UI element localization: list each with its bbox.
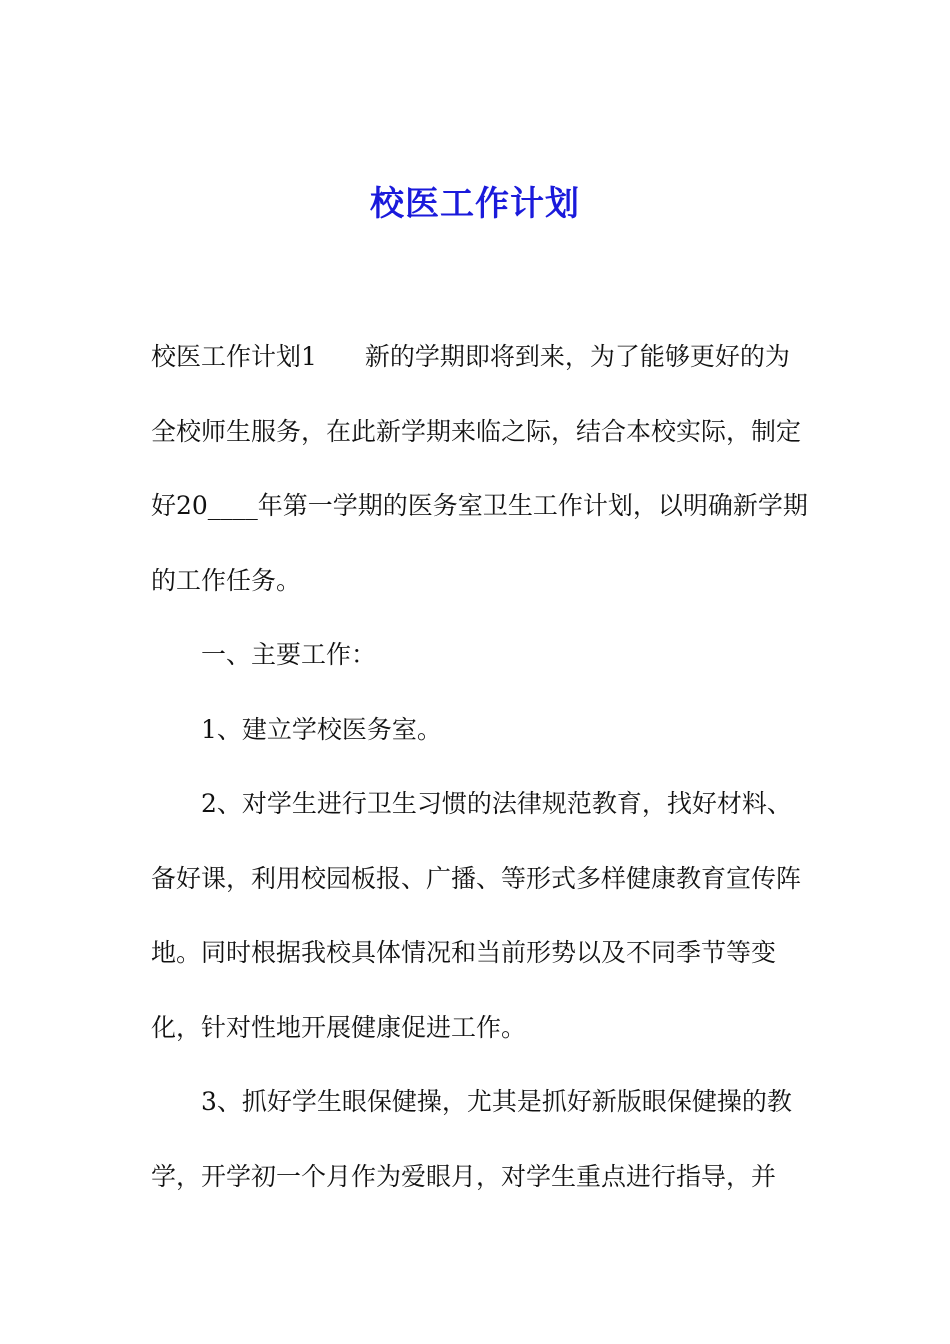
list-item-2: 2、对学生进行卫生习惯的法律规范教育，找好材料、备好课，利用校园板报、广播、等形式多样健康教育宣传阵地。同时根据我校具体情况和当前形势以及不同季节等变化，针对性地开展健康促进工作。 xyxy=(151,789,802,1042)
list-item-1: 1、建立学校医务室。 xyxy=(201,714,442,744)
document-body xyxy=(151,320,811,1214)
section-heading-main-work: 一、主要工作： xyxy=(201,640,377,669)
intro-paragraph xyxy=(151,320,811,618)
intro-text: 新的学期即将到来，为了能够更好的为全校师生服务，在此新学期来临之际，结合本校实际，制定好20____年第一学期的医务室卫生工作计划，以明确新学期的工作任务。 xyxy=(151,342,808,595)
document-title: 校医工作计划 xyxy=(370,184,580,224)
list-item-3: 3、抓好学生眼保健操，尤其是抓好新版眼保健操的教学，开学初一个月作为爱眼月，对学生重点进行指导，并 xyxy=(151,1087,792,1191)
plan-heading: 校医工作计划1 xyxy=(151,342,317,371)
